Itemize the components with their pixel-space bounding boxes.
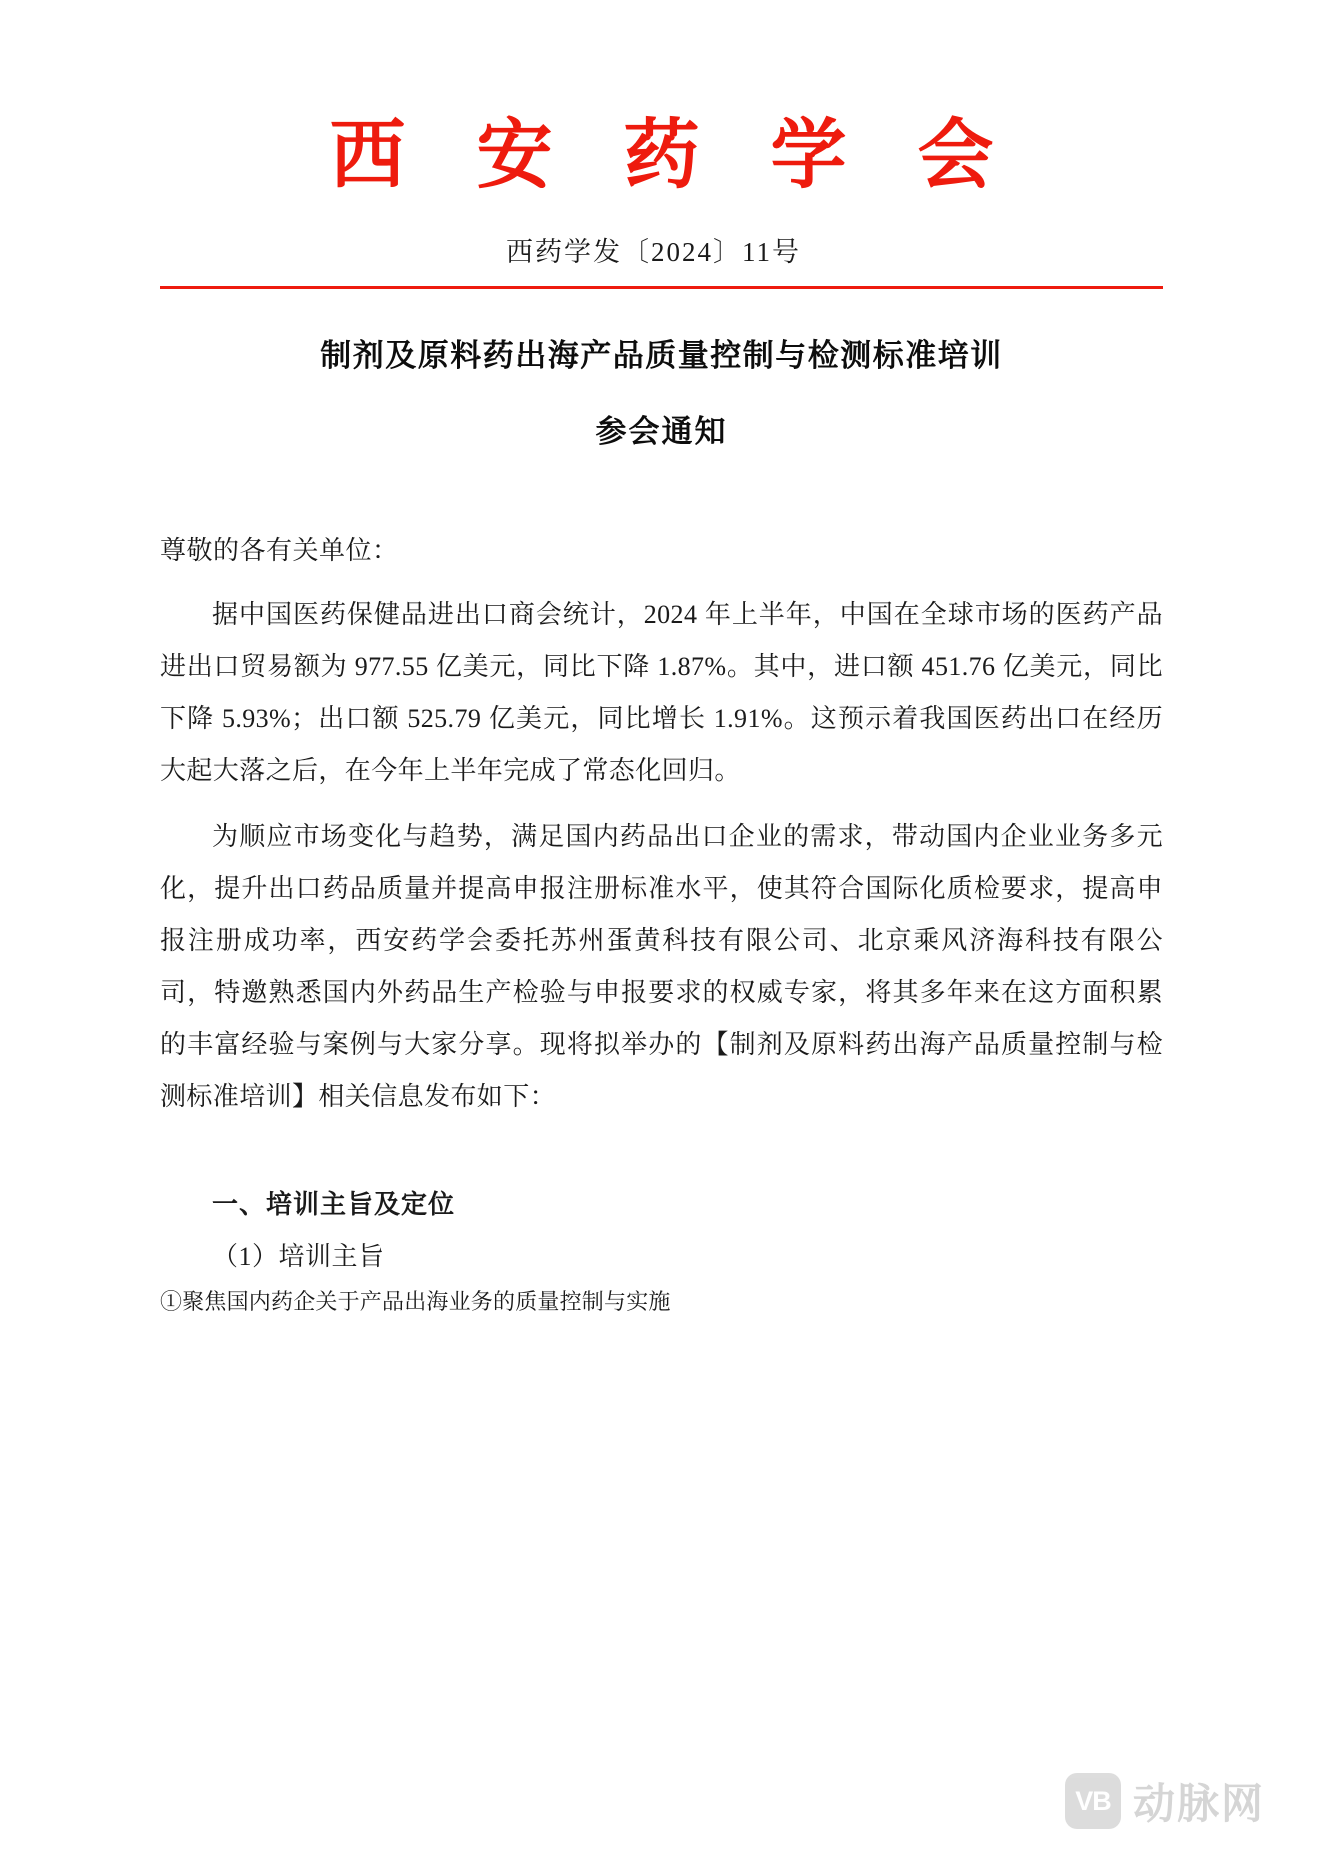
watermark-label: 动脉网	[1132, 1780, 1265, 1827]
document-number: 西药学发〔2024〕11号	[506, 237, 801, 267]
watermark	[1065, 1771, 1265, 1831]
organization-title: 西 安 药 学 会	[329, 114, 1020, 198]
red-divider-rule	[160, 286, 1163, 289]
masthead	[160, 0, 1163, 198]
document-subtitle: 参会通知	[595, 414, 728, 450]
list-item: ①聚焦国内药企关于产品出海业务的质量控制与实施	[160, 1289, 671, 1315]
sub-heading-training-purpose: （1）培训主旨	[212, 1242, 385, 1272]
document-title: 制剂及原料药出海产品质量控制与检测标准培训	[320, 337, 1003, 373]
body-paragraph: 据中国医药保健品进出口商会统计，2024 年上半年，中国在全球市场的医药产品进出口贸易额为 977.55 亿美元，同比下降 1.87%。其中，进口额 451.76 亿美元，同比下降 5.93%；出口额 525.79 亿美元，同比增长 1.91%。这预示着我国医药出口在经历大起大落之后，在今年上半年完成了常态化回归。	[160, 600, 1163, 786]
document-number-block	[160, 234, 1163, 289]
section-spacer	[160, 1137, 1163, 1179]
watermark-logo-icon: VB	[1065, 1773, 1121, 1829]
body-paragraph: 为顺应市场变化与趋势，满足国内药品出口企业的需求，带动国内企业业务多元化，提升出口药品质量并提高申报注册标准水平，使其符合国际化质检要求，提高申报注册成功率，西安药学会委托苏州蛋黄科技有限公司、北京乘风济海科技有限公司，特邀熟悉国内外药品生产检验与申报要求的权威专家，将其多年来在这方面积累的丰富经验与案例与大家分享。现将拟举办的【制剂及原料药出海产品质量控制与检测标准培训】相关信息发布如下：	[160, 822, 1163, 1112]
section-heading-training-purpose: 一、培训主旨及定位	[212, 1190, 456, 1220]
document-body	[160, 530, 1163, 1322]
salutation: 尊敬的各有关单位：	[160, 535, 399, 565]
